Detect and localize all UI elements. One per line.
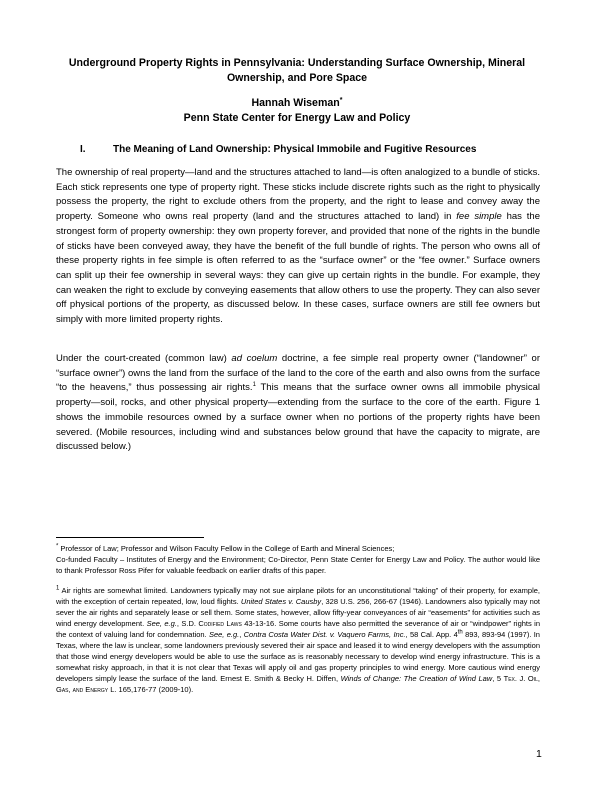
author-name-line [40,96,554,111]
italic-term: ad coelum [231,353,278,364]
case-citation: Contra Costa Water Dist. v. Vaquero Farms, Inc. [243,630,406,639]
footnote-1 [56,585,540,695]
paragraph-text: The ownership of real property—land and the structures attached to land—is often analogized to a bundle of sticks. Each stick represents one type of property right. These sticks include discrete rights such as the right to physically possess the property, the right to exclude others from the property, and the right to lease and convey away the property. Someone who owns real property (land and the structures attached to land) in [56,167,540,223]
statute-small-caps: Codified Laws [198,619,242,628]
footnote-text: Professor of Law; Professor and Wilson Faculty Fellow in the College of Earth and Mineral Sciences; [58,544,395,553]
paper-title [40,56,554,86]
footnote-separator [56,537,204,538]
author-block [40,96,554,125]
footnote-text: , 328 U.S. 256, 266-67 (1946). Landowners also typically may not sever the air rights and separately lease or sell them. Some states, however, allow fifty-year conveyances of air “easements” for activities such as wind energy development. [56,597,540,628]
footnote-text: Air rights are somewhat limited. Landowners typically may not sue airplane pilots for an unconstitutional “taking” of their property, for example, with the exception of certain repeated, low, loud flights. [56,586,540,606]
section-heading [80,144,476,155]
footnote-marker: 1 [56,585,60,592]
paragraph-text: This means that the surface owner owns all immobile physical property—soil, rocks, and other physical property—extending from the surface to the core of the earth. Figure 1 shows the immobile resources owned by a surface owner when no portions of the property rights have been severed. (Mobile resources, including wind and substances below ground that have the capacity to migrate, are discussed below.) [56,382,541,453]
footnote-text: , 5 [492,674,504,683]
section-number: I. [80,144,86,155]
footnote-text: Co-funded Faculty – Institutes of Energy and the Environment; Co-Director, Penn State Center for Energy Law and Policy. The author would like to thank Professor Ross Pifer for valuable feedback on earlier drafts of this paper. [56,555,540,575]
paragraph-text: doctrine, a fee simple real property owner (“landowner” or “surface owner”) owns the land from the surface of the land to the core of the earth and also owns from the surface “to the heavens,” thus possessing air rights. [56,353,540,394]
footnote-text: 43-13-16. Some courts have also permitted the severance of air or “windpower” rights in the context of valuing land for condemnation. [56,619,540,639]
footnote-text: , [239,630,244,639]
title-line-1: Underground Property Rights in Pennsylvania: Understanding Surface Ownership, Mineral [68,57,526,69]
italic-term: fee simple [456,211,502,223]
section-title: The Meaning of Land Ownership: Physical Immobile and Fugitive Resources [113,144,477,155]
footnote-reference[interactable]: 1 [252,382,256,389]
footnote-text: , S.D. [176,619,199,628]
ordinal-suffix: th [457,629,463,636]
paragraph-text: has the strongest form of property ownership: they own property forever, and provided that none of the rights in the bundle of sticks have been conveyed away, they have the benefit of the full bundle of rights. The person who owns all of these property rights in fee simple is often referred to as the “surface owner” or the “fee owner.” Surface owners can split up their fee ownership in several ways: they can give up certain rights in the bundle. For example, they can weaken the right to exclude by conveying easements that allow others to use the property. They can also sever off physical portions of the property, as discussed below. In these cases, surface owners are still fee owners but simply with more limited property rights. [56,211,540,326]
footnote-author [56,543,540,576]
footnote-text: 893, 893-94 (1997). In Texas, where the law is unclear, some landowners previously severed their air space and leased it to wind energy developers with the assumption that those wind energy developers would be able to use the surface as is reasonably necessary to develop wind energy infrastructure. This is a somewhat risky approach, in that it is not clear that Texas will apply oil and gas property principles to wind energy. More cautious wind energy developers simply lease the surface of the land. Ernest E. Smith & Becky H. Diffen, [56,630,540,683]
title-line-2: Ownership, and Pore Space [226,72,368,84]
footnote-marker: * [56,543,59,550]
author-affiliation: Penn State Center for Energy Law and Policy [183,111,411,124]
author-name: Hannah Wiseman [251,97,340,109]
body-paragraph-1 [56,166,540,328]
body-paragraph-2 [56,352,540,455]
case-citation: United States v. Causby [240,597,322,606]
author-footnote-marker: * [339,97,343,104]
signal-italic: See, e.g. [146,619,177,628]
paragraph-text: Under the court-created (common law) [56,353,232,364]
signal-italic: See, e.g. [208,630,240,639]
page-number: 1 [536,748,542,760]
article-title: Winds of Change: The Creation of Wind Law [340,674,493,683]
journal-small-caps: Tex. J. Oil, Gas, and Energy [56,674,540,694]
footnote-text: , 58 Cal. App. 4 [405,630,458,639]
footnote-text: L. 165,176-77 (2009-10). [108,685,194,694]
